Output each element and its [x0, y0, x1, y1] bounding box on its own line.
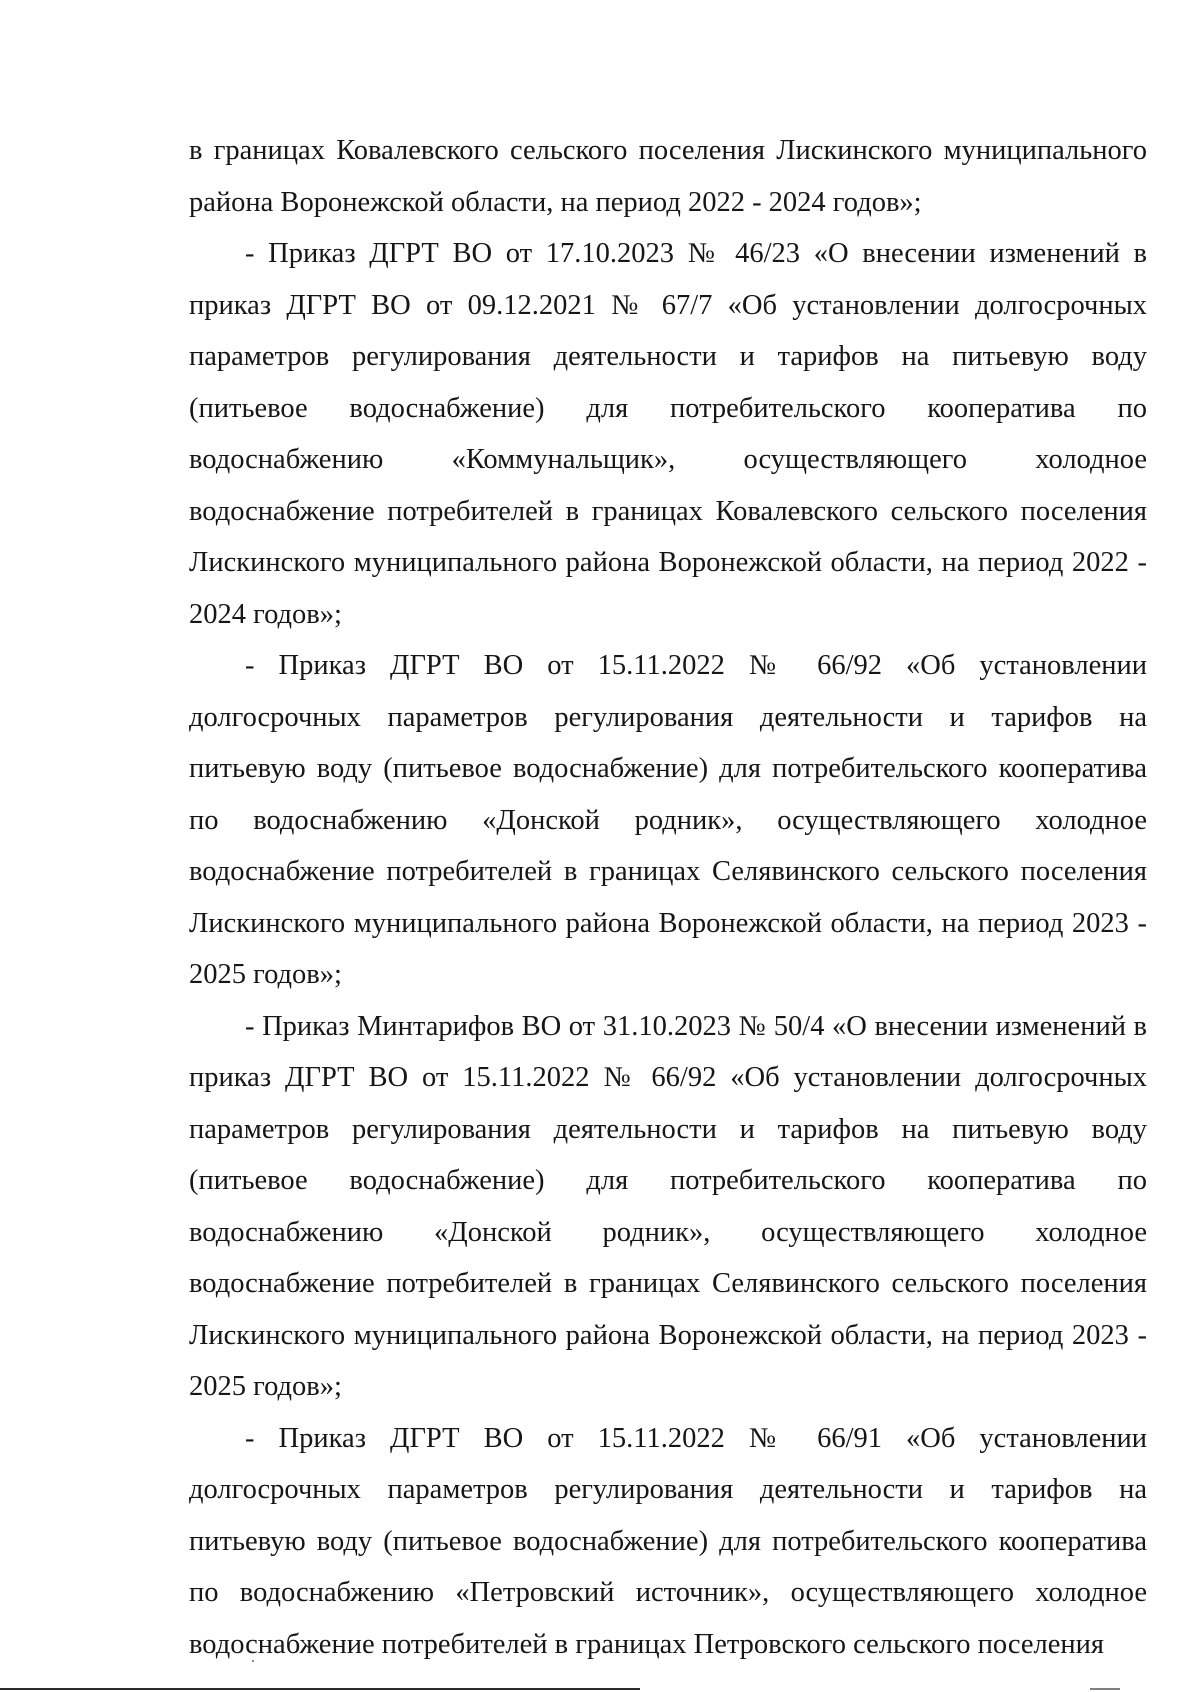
paragraph-continuation: в границах Ковалевского сельского поселения Лискинского муниципального района Воронежской области, на период 2022 - 2024 годов»;: [189, 135, 1147, 218]
scan-speck: [252, 1660, 254, 1662]
scan-edge-line-right: [1090, 1688, 1120, 1690]
paragraph-order-66-91: - Приказ ДГРТ ВО от 15.11.2022 № 66/91 «Об установлении долгосрочных параметров регулирования деятельности и тарифов на питьевую воду (питьевое водоснабжение) для потребительского кооператива по водоснабжению «Петровский источник», осуществляющего холодное водоснабжение потребителей в границах Петровского сельского поселения: [189, 1422, 1147, 1660]
paragraph-order-46-23: - Приказ ДГРТ ВО от 17.10.2023 № 46/23 «О внесении изменений в приказ ДГРТ ВО от 09.12.2021 № 67/7 «Об установлении долгосрочных параметров регулирования деятельности и тарифов на питьевую воду (питьевое водоснабжение) для потребительского кооператива по водоснабжению «Коммунальщик», осуществляющего холодное водоснабжение потребителей в границах Ковалевского сельского поселения Лискинского муниципального района Воронежской области, на период 2022 - 2024 годов»;: [189, 238, 1147, 630]
paragraph-order-66-92: - Приказ ДГРТ ВО от 15.11.2022 № 66/92 «Об установлении долгосрочных параметров регулирования деятельности и тарифов на питьевую воду (питьевое водоснабжение) для потребительского кооператива по водоснабжению «Донской родник», осуществляющего холодное водоснабжение потребителей в границах Селявинского сельского поселения Лискинского муниципального района Воронежской области, на период 2023 - 2025 годов»;: [189, 650, 1147, 990]
paragraph-order-50-4: - Приказ Минтарифов ВО от 31.10.2023 № 50/4 «О внесении изменений в приказ ДГРТ ВО от 15.11.2022 № 66/92 «Об установлении долгосрочных параметров регулирования деятельности и тарифов на питьевую воду (питьевое водоснабжение) для потребительского кооператива по водоснабжению «Донской родник», осуществляющего холодное водоснабжение потребителей в границах Селявинского сельского поселения Лискинского муниципального района Воронежской области, на период 2023 - 2025 годов»;: [189, 1010, 1147, 1402]
document-body: [189, 125, 1147, 1670]
scan-edge-line-center: [600, 1688, 640, 1690]
scan-edge-line-left: [0, 1688, 640, 1690]
